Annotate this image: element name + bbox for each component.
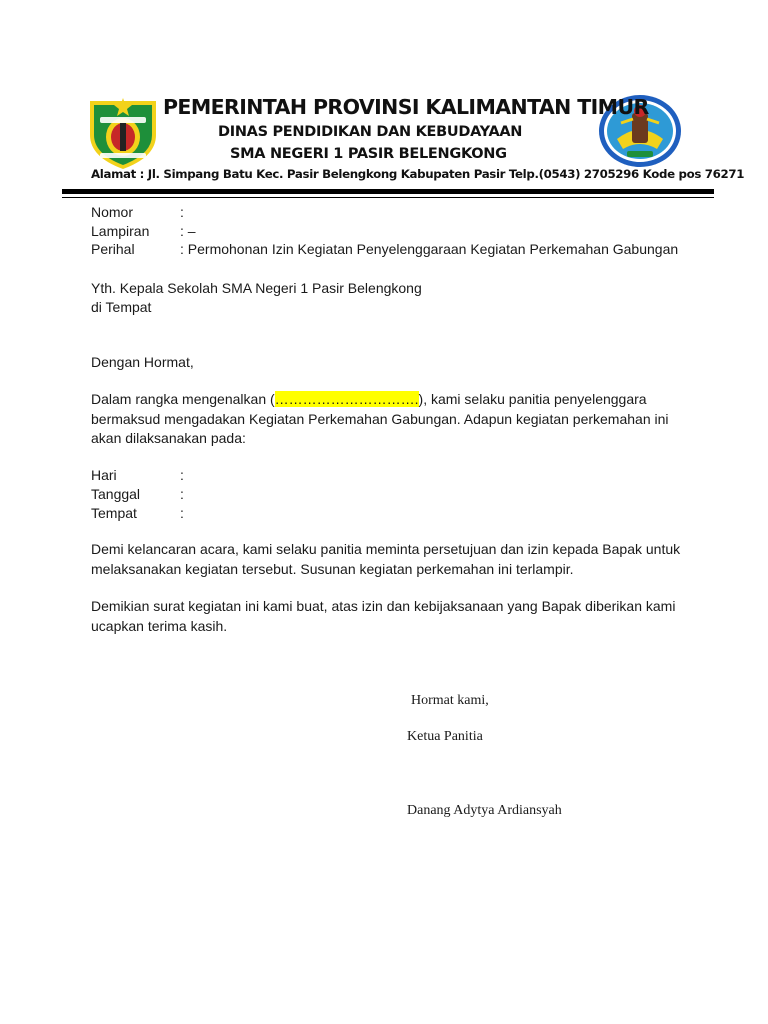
lampiran-value: : – bbox=[180, 223, 196, 239]
letterhead-department: DINAS PENDIDIKAN DAN KEBUDAYAAN bbox=[218, 124, 523, 140]
kalimantan-timur-emblem-icon bbox=[86, 95, 160, 171]
nomor-value: : bbox=[180, 204, 184, 220]
perihal-value: : Permohonan Izin Kegiatan Penyelenggaraan Kegiatan Perkemahan Gabungan bbox=[180, 241, 679, 257]
closing-text: Hormat kami, bbox=[411, 693, 489, 708]
letterhead-government: PEMERINTAH PROVINSI KALIMANTAN TIMUR bbox=[163, 95, 649, 119]
lampiran-label: Lampiran bbox=[91, 223, 150, 239]
highlighted-placeholder: …………………………. bbox=[274, 391, 419, 407]
signer-name: Danang Adytya Ardiansyah bbox=[407, 803, 562, 818]
tempat-label: Tempat bbox=[91, 505, 137, 521]
letterhead-divider-thick bbox=[62, 189, 714, 194]
hari-value: : bbox=[180, 467, 184, 483]
nomor-label: Nomor bbox=[91, 204, 134, 220]
paragraph-1-start: Dalam rangka mengenalkan ( bbox=[91, 391, 275, 407]
tanggal-label: Tanggal bbox=[91, 486, 141, 502]
signer-role: Ketua Panitia bbox=[407, 729, 483, 744]
hari-label: Hari bbox=[91, 467, 117, 483]
tanggal-value: : bbox=[180, 486, 184, 502]
paragraph-2: Demi kelancaran acara, kami selaku panitia meminta persetujuan dan izin kepada Bapak untuk melaksanakan kegiatan tersebut. Susunan kegiatan perkemahan ini terlampir. bbox=[91, 541, 681, 577]
greeting: Dengan Hormat, bbox=[91, 354, 194, 370]
recipient-line2: di Tempat bbox=[91, 299, 152, 315]
paragraph-3: Demikian surat kegiatan ini kami buat, atas izin dan kebijaksanaan yang Bapak diberikan kami ucapkan terima kasih. bbox=[91, 598, 676, 634]
tempat-value: : bbox=[180, 505, 184, 521]
recipient-line1: Yth. Kepala Sekolah SMA Negeri 1 Pasir Belengkong bbox=[91, 280, 422, 296]
letterhead-school: SMA NEGERI 1 PASIR BELENGKONG bbox=[230, 146, 507, 162]
paragraph-1-rest: ), kami selaku panitia penyelenggara bermaksud mengadakan Kegiatan Perkemahan Gabungan. Adapun kegiatan perkemahan ini akan dilaksanakan pada: bbox=[91, 391, 669, 446]
letterhead-address: Alamat : Jl. Simpang Batu Kec. Pasir Belengkong Kabupaten Pasir Telp.(0543) 2705296 Kode pos 76271 bbox=[91, 167, 745, 181]
perihal-label: Perihal bbox=[91, 241, 135, 257]
letterhead-divider-thin bbox=[62, 197, 714, 198]
paragraph-1 bbox=[91, 390, 691, 449]
